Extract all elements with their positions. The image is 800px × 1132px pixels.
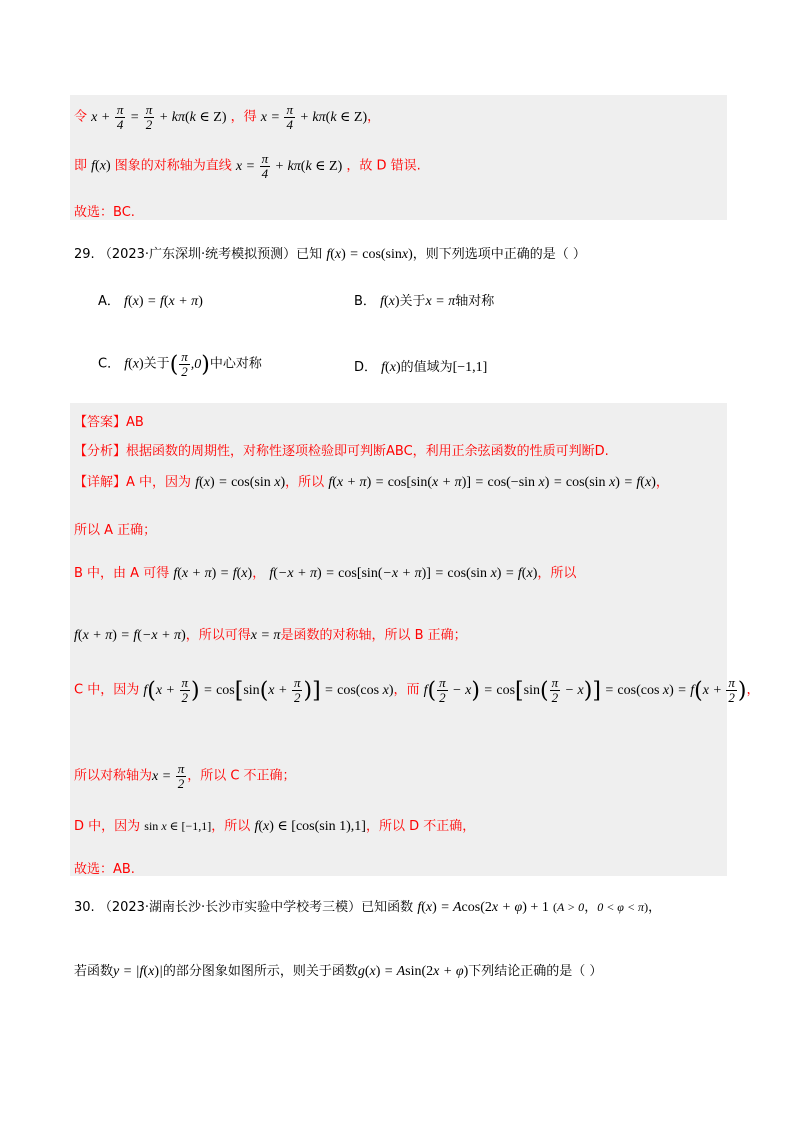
formula: x = $\frac{\pi}{2}$	[152, 761, 185, 791]
prev-solution-final: 故选：BC.	[74, 205, 135, 220]
question-30-stem: 30. （2023·湖南长沙·长沙市实验中学校考三模）已知函数 f(x) = Acos(2x + φ) + 1 (A > 0，0 < φ < π)，	[74, 900, 662, 915]
formula: 0 < φ < π)	[597, 900, 649, 914]
detail-line-d: D 中，因为 sin x ∈ [−1,1]，所以 f(x) ∈ [cos(sin 1),1]，所以 D 不正确，	[74, 819, 476, 834]
option-d: D． f(x)的值域为[−1,1]	[354, 360, 488, 375]
formula: sin x ∈ [−1,1]	[144, 819, 212, 833]
formula: f(x) ∈ [cos(sin 1),1]	[254, 819, 366, 834]
formula: [−1,1]	[452, 360, 488, 375]
detail-line-b: B 中，由 A 可得 f(x + π) = f(x)， f(−x + π) = cos[sin(−x + π)] = cos(sin x) = f(x)，所以	[74, 566, 577, 581]
question-29-stem: 29. （2023·广东深圳·统考模拟预测）已知 f(x) = cos(sinx)，则下列选项中正确的是（ ）	[74, 247, 586, 262]
detail-line-a: 【详解】A 中，因为 f(x) = cos(sin x)，所以 f(x + π) = cos[sin(x + π)] = cos(−sin x) = cos(sin x) = f(x)，	[74, 475, 669, 490]
detail-line-b2: f(x + π) = f(−x + π)，所以可得x = π是函数的对称轴，所以 B 正确；	[74, 628, 467, 643]
question-30-line-2: 若函数y = |f(x)|的部分图象如图所示，则关于函数g(x) = Asin(2x + φ)下列结论正确的是（ ）	[74, 964, 603, 979]
formula: f(x)	[380, 294, 400, 309]
option-b: B． f(x)关于x = π轴对称	[354, 294, 495, 309]
formula: f(x) = cos(sinx)	[326, 247, 413, 262]
formula: (A > 0	[552, 900, 585, 914]
prev-solution-line-1: 令 x + $\frac{\pi}{4}$ = $\frac{\pi}{2}$ + kπ(k ∈ Z) ，得 x = $\frac{\pi}{4}$ + kπ(k ∈ Z)，	[74, 102, 381, 132]
formula: f(x + π) = cos[sin(x + π)] = cos(−sin x) = cos(sin x) = f(x)	[328, 475, 656, 490]
option-a: A． f(x) = f(x + π)	[98, 294, 203, 309]
formula: f(x + π) = f(−x + π)	[74, 628, 186, 643]
formula: f(x)	[91, 158, 111, 174]
prev-solution-line-2: 即 f(x) 图象的对称轴为直线 x = $\frac{\pi}{4}$ + kπ(k ∈ Z) ，故 D 错误.	[74, 151, 421, 181]
detail-line-a-end: 所以 A 正确；	[74, 523, 157, 538]
formula: f(−x + π) = cos[sin(−x + π)] = cos(sin x) = f(x)	[269, 566, 538, 581]
formula: f(x) = f(x + π)	[124, 294, 203, 309]
option-c: C． f(x)关于( $\frac{\pi}{2}$ ,0)中心对称	[98, 349, 262, 379]
answer-29-final: 故选：AB.	[74, 862, 135, 877]
formula: ( $\frac{\pi}{2}$ ,0)	[169, 349, 210, 379]
formula: g(x) = Asin(2x + φ)	[357, 964, 469, 979]
formula: x = π	[250, 628, 281, 643]
formula: x = $\frac{\pi}{4}$ + kπ(k ∈ Z)	[260, 102, 368, 132]
formula: f(x) = cos(sin x)	[195, 475, 286, 490]
formula: x = $\frac{\pi}{4}$ + kπ(k ∈ Z)	[235, 151, 343, 181]
detail-line-c: C 中，因为 f(x + $\frac{\pi}{2}$ ) = cos[sin(x + $\frac{\pi}{2}$ )] = cos(cos x)，而 f( $\frac{\pi}{2}$ − x) = cos[sin( $\frac{\pi}{2}$ − x)] = cos(cos x) = f(x + $\frac{\pi}{2}$ )，	[74, 675, 760, 705]
formula: y = |f(x)|	[113, 964, 163, 979]
formula: f(x + $\frac{\pi}{2}$ ) = cos[sin(x + $\frac{\pi}{2}$ )] = cos(cos x)	[143, 675, 394, 705]
formula: x = π	[425, 294, 456, 309]
formula: f(x) = Acos(2x + φ) + 1	[417, 900, 549, 915]
formula: f( $\frac{\pi}{2}$ − x) = cos[sin( $\frac{\pi}{2}$ − x)] = cos(cos x) = f(x + $\frac{\pi}{2}$ )	[423, 675, 747, 705]
formula: x + $\frac{\pi}{4}$ = $\frac{\pi}{2}$ + kπ(k ∈ Z)	[91, 102, 227, 132]
formula: f(x + π) = f(x)	[173, 566, 253, 581]
answer-label: 【答案】AB	[74, 415, 144, 430]
formula: f(x)	[381, 360, 401, 375]
analysis-line: 【分析】根据函数的周期性，对称性逐项检验即可判断ABC，利用正余弦函数的性质可判断D.	[74, 444, 609, 459]
formula: f(x)	[124, 356, 144, 372]
detail-line-c2: 所以对称轴为x = $\frac{\pi}{2}$ ，所以 C 不正确；	[74, 761, 296, 791]
